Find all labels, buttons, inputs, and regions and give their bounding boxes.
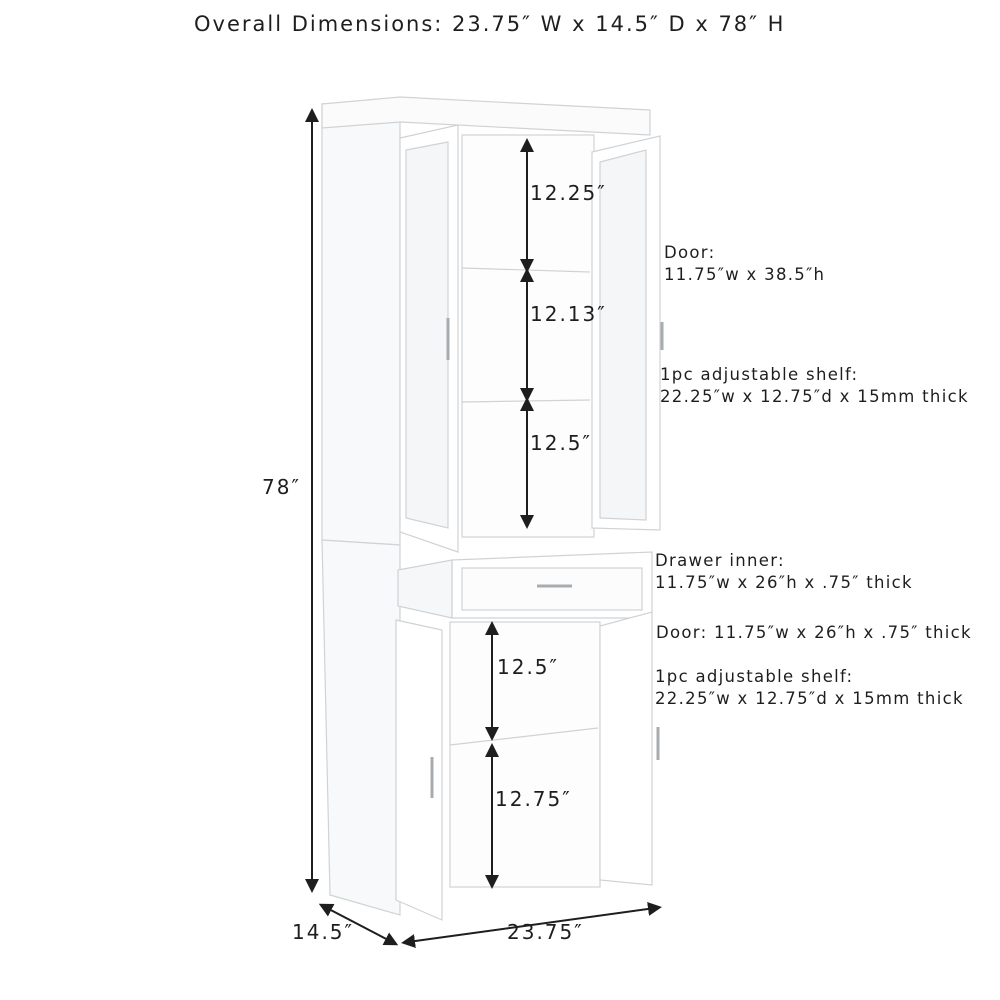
upper-door-spec — [664, 242, 825, 286]
lower-shelf-spec — [655, 666, 964, 710]
upper-shelf-spec-heading: 1pc adjustable shelf: — [660, 365, 859, 384]
drawer-side — [398, 560, 452, 618]
upper-shelf-spec — [660, 364, 969, 408]
width-label: 23.75″ — [507, 920, 584, 944]
lower-left-door — [396, 620, 442, 920]
depth-label: 14.5″ — [292, 920, 355, 944]
drawer-spec-heading: Drawer inner: — [655, 551, 785, 570]
upper-3-label: 12.5″ — [530, 431, 593, 455]
lower-shelf-spec-heading: 1pc adjustable shelf: — [655, 667, 854, 686]
upper-door-spec-detail: 11.75″w x 38.5″h — [664, 265, 826, 284]
cabinet-side-panel-lower — [322, 540, 400, 915]
lower-door-spec: Door: 11.75″w x 26″h x .75″ thick — [656, 623, 972, 642]
cabinet-side-panel — [322, 100, 400, 545]
upper-left-door-glass — [406, 142, 448, 528]
upper-1-label: 12.25″ — [530, 181, 607, 205]
drawer-front-panel — [462, 568, 642, 610]
upper-shelf-spec-detail: 22.25″w x 12.75″d x 15mm thick — [660, 387, 969, 406]
overall-dimensions-title: Overall Dimensions: 23.75″ W x 14.5″ D x 78″ H — [194, 12, 786, 36]
upper-2-label: 12.13″ — [530, 302, 607, 326]
drawer-spec — [655, 550, 913, 594]
upper-door-spec-heading: Door: — [664, 243, 716, 262]
height-label: 78″ — [262, 475, 301, 499]
upper-right-door-glass — [600, 150, 646, 520]
lower-1-label: 12.5″ — [497, 655, 560, 679]
lower-right-door — [600, 612, 652, 885]
lower-2-label: 12.75″ — [495, 787, 572, 811]
lower-shelf-spec-detail: 22.25″w x 12.75″d x 15mm thick — [655, 689, 964, 708]
drawer-spec-detail: 11.75″w x 26″h x .75″ thick — [655, 573, 913, 592]
